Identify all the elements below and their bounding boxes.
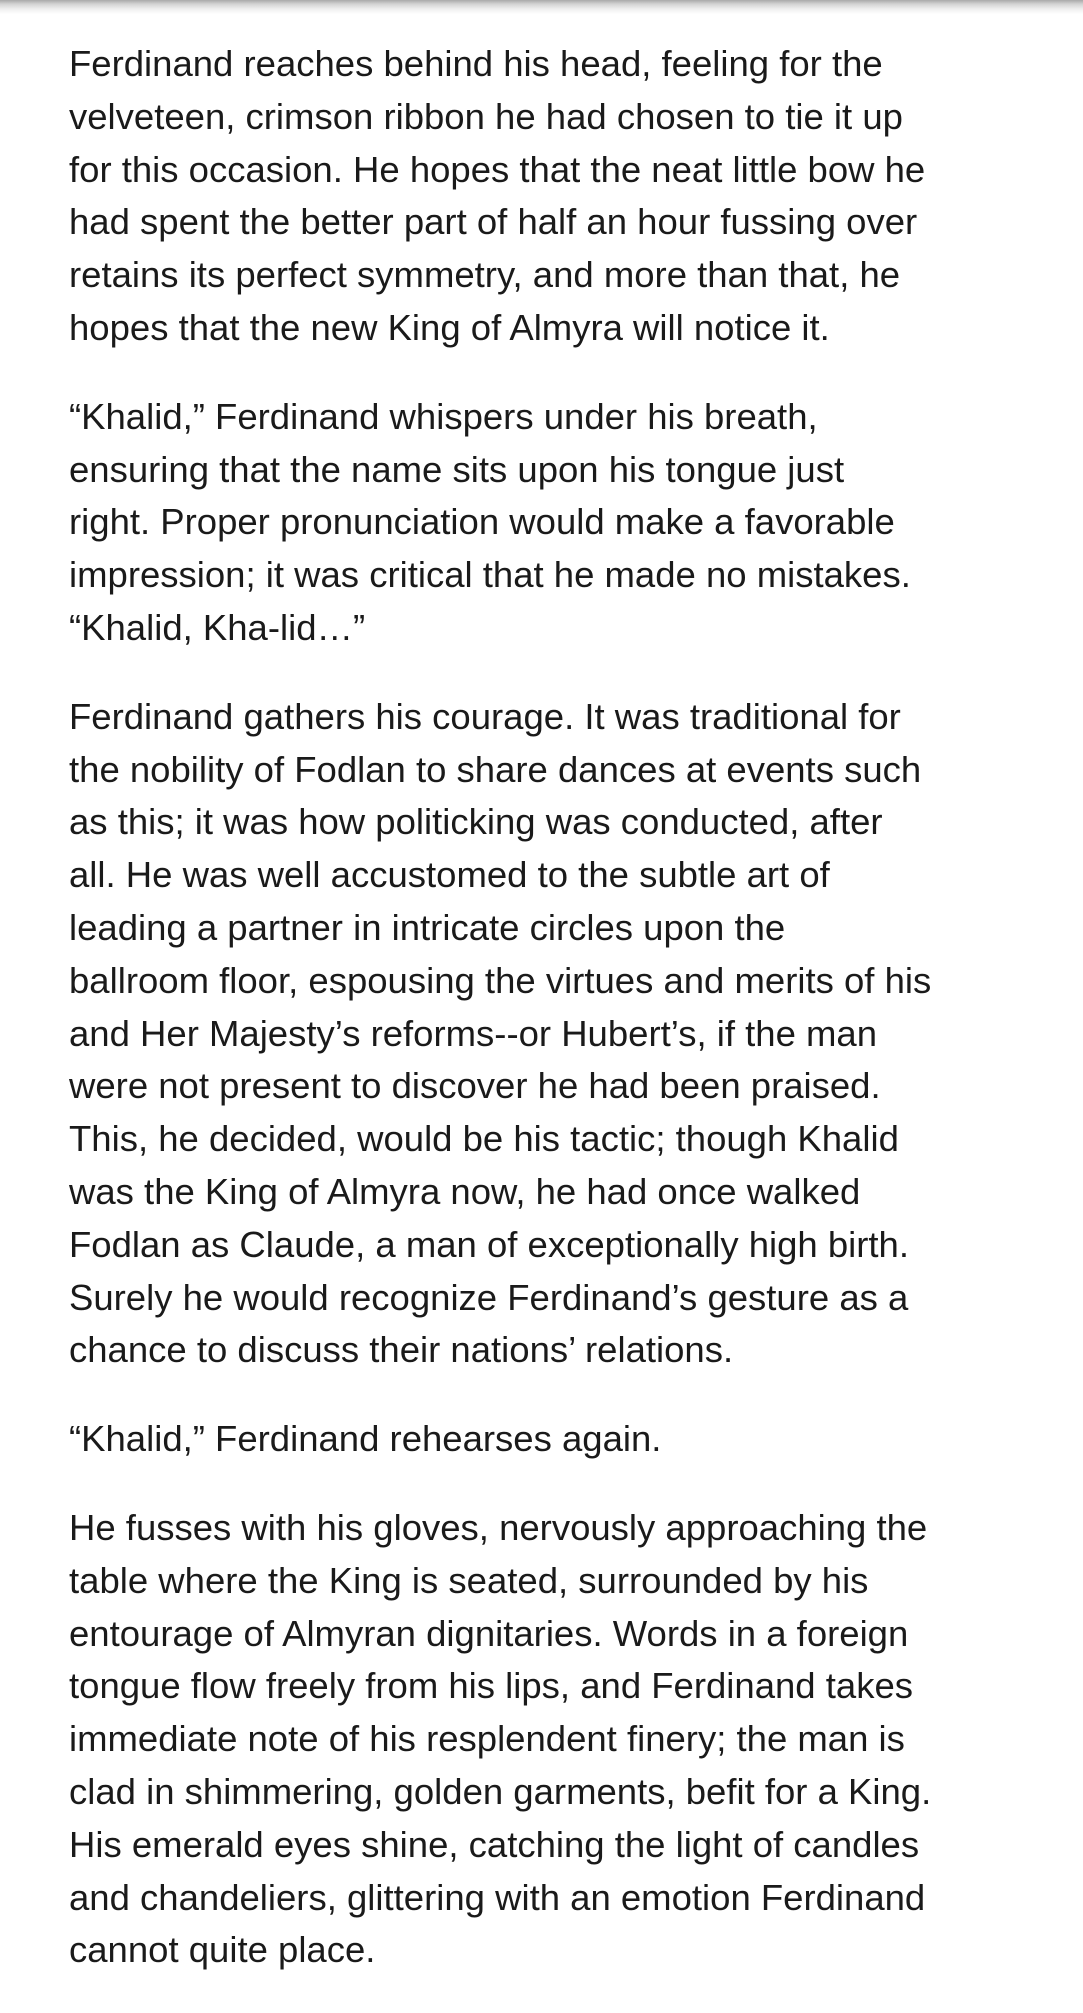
text-line: “Khalid,” Ferdinand rehearses again.: [69, 1418, 662, 1460]
text-line: all. He was well accustomed to the subtle art of: [69, 854, 830, 896]
text-line: Ferdinand reaches behind his head, feeling for the: [69, 43, 883, 84]
paragraph-5: [69, 1502, 1029, 1977]
text-line: ballroom floor, espousing the virtues and merits of his: [69, 959, 932, 1001]
text-line: was the King of Almyra now, he had once walked: [69, 1170, 861, 1212]
text-line: cannot quite place.: [69, 1929, 376, 1971]
text-line: as this; it was how politicking was conducted, after: [69, 801, 883, 843]
text-line: His emerald eyes shine, catching the light of candles: [69, 1823, 920, 1865]
text-line: immediate note of his resplendent finery; the man is: [69, 1718, 905, 1760]
text-line: velveteen, crimson ribbon he had chosen to tie it up: [69, 95, 903, 137]
text-line: Ferdinand gathers his courage. It was traditional for: [69, 695, 901, 737]
story-text: [69, 38, 1029, 2013]
text-line: “Khalid, Kha-lid…”: [69, 606, 366, 648]
text-line: retains its perfect symmetry, and more than that, he: [69, 254, 901, 296]
text-line: Surely he would recognize Ferdinand’s gesture as a: [69, 1276, 909, 1318]
text-line: Fodlan as Claude, a man of exceptionally high birth.: [69, 1223, 909, 1265]
text-line: and Her Majesty’s reforms--or Hubert’s, if the man: [69, 1012, 878, 1054]
paragraph-1: [69, 38, 1029, 355]
text-line: tongue flow freely from his lips, and Ferdinand takes: [69, 1665, 913, 1707]
paragraph-4: [69, 1413, 1029, 1466]
text-line: hopes that the new King of Almyra will notice it.: [69, 306, 830, 348]
text-line: chance to discuss their nations’ relations.: [69, 1329, 734, 1371]
text-line: were not present to discover he had been praised.: [69, 1065, 881, 1107]
text-line: and chandeliers, glittering with an emotion Ferdinand: [69, 1876, 926, 1918]
text-line: He fusses with his gloves, nervously approaching the: [69, 1506, 928, 1548]
text-line: for this occasion. He hopes that the neat little bow he: [69, 148, 926, 190]
text-line: impression; it was critical that he made no mistakes.: [69, 554, 911, 596]
text-line: leading a partner in intricate circles upon the: [69, 906, 786, 948]
text-line: ensuring that the name sits upon his tongue just: [69, 448, 845, 490]
text-line: clad in shimmering, golden garments, befit for a King.: [69, 1770, 932, 1812]
paragraph-3: [69, 691, 1029, 1377]
text-line: had spent the better part of half an hour fussing over: [69, 201, 918, 243]
text-line: “Khalid,” Ferdinand whispers under his breath,: [69, 395, 818, 437]
text-line: table where the King is seated, surrounded by his: [69, 1559, 869, 1601]
top-bar-shadow: [0, 0, 1083, 14]
text-line: This, he decided, would be his tactic; though Khalid: [69, 1118, 899, 1160]
text-line: entourage of Almyran dignitaries. Words in a foreign: [69, 1612, 909, 1654]
paragraph-2: [69, 391, 1029, 655]
text-line: right. Proper pronunciation would make a favorable: [69, 501, 895, 543]
text-line: the nobility of Fodlan to share dances at events such: [69, 748, 922, 790]
